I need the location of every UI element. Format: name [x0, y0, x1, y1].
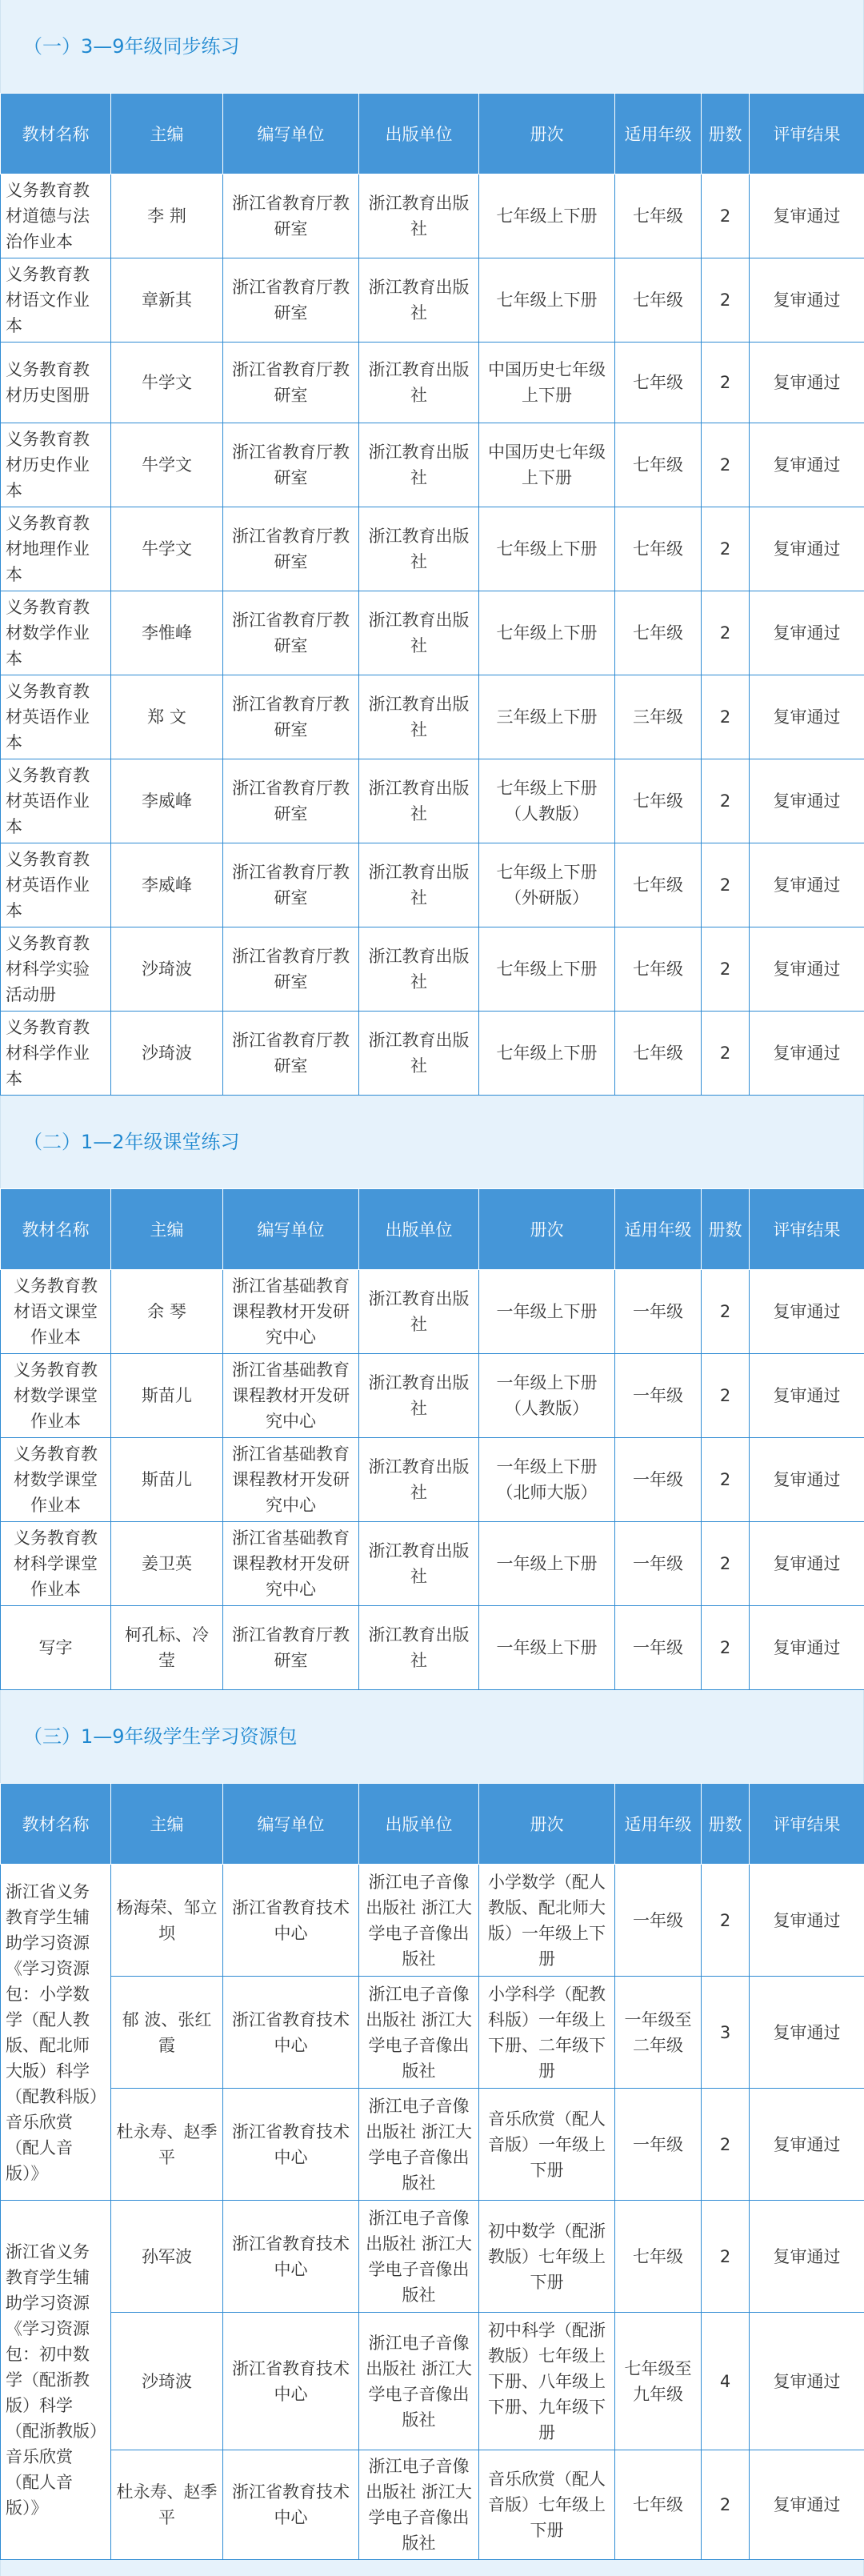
cell-name: 义务教育教材英语作业本	[1, 675, 111, 759]
cell-name: 义务教育教材科学课堂作业本	[1, 1522, 111, 1606]
cell-count: 2	[702, 843, 750, 927]
cell-grade: 七年级	[615, 423, 702, 507]
bottom-band	[0, 2560, 864, 2576]
cell-editor: 沙琦波	[111, 2313, 223, 2450]
cell-count: 2	[702, 927, 750, 1012]
cell-name: 义务教育教材数学课堂作业本	[1, 1438, 111, 1522]
cell-count: 2	[702, 1438, 750, 1522]
cell-volume: 三年级上下册	[479, 675, 615, 759]
cell-volume: 音乐欣赏（配人音版）一年级上下册	[479, 2089, 615, 2201]
cell-publisher: 浙江教育出版社	[359, 1438, 479, 1522]
table-row	[1, 1522, 864, 1606]
header-volume: 册次	[479, 94, 615, 174]
cell-volume: 一年级上下册	[479, 1606, 615, 1690]
cell-publisher: 浙江教育出版社	[359, 843, 479, 927]
cell-grade: 七年级	[615, 591, 702, 675]
cell-volume: 七年级上下册	[479, 258, 615, 343]
cell-volume: 七年级上下册（人教版）	[479, 759, 615, 843]
cell-publisher: 浙江教育出版社	[359, 1270, 479, 1354]
header-editor: 主编	[111, 1189, 223, 1270]
cell-result: 复审通过	[750, 1438, 864, 1522]
cell-count: 2	[702, 1606, 750, 1690]
cell-grade: 七年级	[615, 2201, 702, 2313]
header-publisher: 出版单位	[359, 1189, 479, 1270]
cell-unit: 浙江省教育厅教研室	[223, 258, 359, 343]
cell-result: 复审通过	[750, 507, 864, 591]
table-row	[1, 2089, 864, 2201]
cell-unit: 浙江省教育厅教研室	[223, 675, 359, 759]
cell-result: 复审通过	[750, 2201, 864, 2313]
cell-publisher: 浙江电子音像出版社 浙江大学电子音像出版社	[359, 2089, 479, 2201]
cell-publisher: 浙江教育出版社	[359, 1012, 479, 1096]
table-row	[1, 343, 864, 423]
cell-grade: 七年级至九年级	[615, 2313, 702, 2450]
cell-count: 2	[702, 258, 750, 343]
cell-unit: 浙江省教育技术中心	[223, 2450, 359, 2560]
cell-grade: 一年级至二年级	[615, 1977, 702, 2089]
cell-unit: 浙江省基础教育课程教材开发研究中心	[223, 1438, 359, 1522]
section-title-classroom: （二）1—2年级课堂练习	[0, 1096, 864, 1188]
table-row	[1, 507, 864, 591]
table-row	[1, 759, 864, 843]
header-unit: 编写单位	[223, 94, 359, 174]
cell-result: 复审通过	[750, 1012, 864, 1096]
header-publisher: 出版单位	[359, 94, 479, 174]
cell-publisher: 浙江教育出版社	[359, 1606, 479, 1690]
cell-editor: 郁 波、张红霞	[111, 1977, 223, 2089]
table-header-row	[1, 94, 864, 174]
cell-result: 复审通过	[750, 1354, 864, 1438]
cell-editor: 姜卫英	[111, 1522, 223, 1606]
cell-publisher: 浙江教育出版社	[359, 1522, 479, 1606]
cell-volume: 音乐欣赏（配人音版）七年级上下册	[479, 2450, 615, 2560]
header-editor: 主编	[111, 1784, 223, 1865]
cell-result: 复审通过	[750, 423, 864, 507]
cell-name: 义务教育教材数学作业本	[1, 591, 111, 675]
cell-unit: 浙江省教育技术中心	[223, 2089, 359, 2201]
table-header-row	[1, 1784, 864, 1865]
cell-editor: 杜永寿、赵季平	[111, 2450, 223, 2560]
cell-result: 复审通过	[750, 675, 864, 759]
header-result: 评审结果	[750, 1189, 864, 1270]
cell-unit: 浙江省教育技术中心	[223, 1865, 359, 1977]
cell-grade: 七年级	[615, 343, 702, 423]
cell-editor: 杜永寿、赵季平	[111, 2089, 223, 2201]
cell-unit: 浙江省教育技术中心	[223, 2201, 359, 2313]
cell-result: 复审通过	[750, 927, 864, 1012]
cell-result: 复审通过	[750, 759, 864, 843]
cell-grade: 七年级	[615, 174, 702, 258]
header-name: 教材名称	[1, 94, 111, 174]
cell-editor: 牛学文	[111, 343, 223, 423]
cell-count: 4	[702, 2313, 750, 2450]
cell-name: 义务教育教材道德与法治作业本	[1, 174, 111, 258]
cell-grade: 一年级	[615, 1865, 702, 1977]
cell-publisher: 浙江教育出版社	[359, 507, 479, 591]
table-row	[1, 1354, 864, 1438]
cell-volume: 一年级上下册	[479, 1522, 615, 1606]
sync-table	[0, 93, 864, 1096]
cell-result: 复审通过	[750, 174, 864, 258]
cell-volume: 中国历史七年级上下册	[479, 343, 615, 423]
cell-publisher: 浙江教育出版社	[359, 258, 479, 343]
cell-count: 2	[702, 2450, 750, 2560]
table-row	[1, 2313, 864, 2450]
header-count: 册数	[702, 94, 750, 174]
cell-editor: 柯孔标、冷 莹	[111, 1606, 223, 1690]
cell-grade: 七年级	[615, 2450, 702, 2560]
cell-publisher: 浙江教育出版社	[359, 759, 479, 843]
cell-count: 2	[702, 1354, 750, 1438]
cell-editor: 章新其	[111, 258, 223, 343]
cell-unit: 浙江省教育厅教研室	[223, 343, 359, 423]
cell-grade: 一年级	[615, 1270, 702, 1354]
cell-editor: 斯苗儿	[111, 1438, 223, 1522]
cell-result: 复审通过	[750, 343, 864, 423]
cell-result: 复审通过	[750, 1606, 864, 1690]
cell-unit: 浙江省教育厅教研室	[223, 1012, 359, 1096]
header-count: 册数	[702, 1189, 750, 1270]
cell-name: 义务教育教材数学课堂作业本	[1, 1354, 111, 1438]
cell-volume: 一年级上下册（北师大版）	[479, 1438, 615, 1522]
cell-volume: 初中数学（配浙教版）七年级上下册	[479, 2201, 615, 2313]
cell-editor: 沙琦波	[111, 927, 223, 1012]
cell-publisher: 浙江教育出版社	[359, 675, 479, 759]
table-row	[1, 1865, 864, 1977]
table-row	[1, 1270, 864, 1354]
cell-editor: 李惟峰	[111, 591, 223, 675]
cell-grade: 七年级	[615, 258, 702, 343]
cell-grade: 七年级	[615, 927, 702, 1012]
table-row	[1, 174, 864, 258]
header-result: 评审结果	[750, 1784, 864, 1865]
cell-unit: 浙江省教育厅教研室	[223, 1606, 359, 1690]
cell-publisher: 浙江教育出版社	[359, 927, 479, 1012]
cell-editor: 沙琦波	[111, 1012, 223, 1096]
header-volume: 册次	[479, 1189, 615, 1270]
cell-name: 义务教育教材语文作业本	[1, 258, 111, 343]
cell-name: 义务教育教材地理作业本	[1, 507, 111, 591]
cell-volume: 一年级上下册	[479, 1270, 615, 1354]
cell-unit: 浙江省基础教育课程教材开发研究中心	[223, 1354, 359, 1438]
cell-grade: 一年级	[615, 1606, 702, 1690]
cell-editor: 牛学文	[111, 423, 223, 507]
cell-grade: 七年级	[615, 507, 702, 591]
header-editor: 主编	[111, 94, 223, 174]
cell-count: 2	[702, 1522, 750, 1606]
cell-publisher: 浙江电子音像出版社 浙江大学电子音像出版社	[359, 1865, 479, 1977]
cell-editor: 李威峰	[111, 759, 223, 843]
cell-publisher: 浙江教育出版社	[359, 1354, 479, 1438]
table-header-row	[1, 1189, 864, 1270]
cell-name: 写字	[1, 1606, 111, 1690]
header-grade: 适用年级	[615, 1784, 702, 1865]
section-title-sync: （一）3—9年级同步练习	[0, 0, 864, 93]
header-publisher: 出版单位	[359, 1784, 479, 1865]
table-row	[1, 1977, 864, 2089]
cell-volume: 七年级上下册（外研版）	[479, 843, 615, 927]
section-title-resources: （三）1—9年级学生学习资源包	[0, 1690, 864, 1783]
cell-publisher: 浙江电子音像出版社 浙江大学电子音像出版社	[359, 1977, 479, 2089]
table-row	[1, 843, 864, 927]
table-row	[1, 927, 864, 1012]
header-name: 教材名称	[1, 1189, 111, 1270]
cell-grade: 三年级	[615, 675, 702, 759]
cell-result: 复审通过	[750, 1270, 864, 1354]
header-name: 教材名称	[1, 1784, 111, 1865]
header-unit: 编写单位	[223, 1784, 359, 1865]
table-row	[1, 2201, 864, 2313]
header-result: 评审结果	[750, 94, 864, 174]
cell-publisher: 浙江教育出版社	[359, 591, 479, 675]
cell-editor: 余 琴	[111, 1270, 223, 1354]
cell-name: 义务教育教材历史作业本	[1, 423, 111, 507]
cell-editor: 郑 文	[111, 675, 223, 759]
cell-volume: 小学科学（配教科版）一年级上下册、二年级下册	[479, 1977, 615, 2089]
cell-name: 义务教育教材科学实验活动册	[1, 927, 111, 1012]
header-grade: 适用年级	[615, 1189, 702, 1270]
table-row	[1, 258, 864, 343]
cell-result: 复审通过	[750, 843, 864, 927]
cell-editor: 斯苗儿	[111, 1354, 223, 1438]
cell-unit: 浙江省教育厅教研室	[223, 759, 359, 843]
cell-result: 复审通过	[750, 258, 864, 343]
cell-grade: 一年级	[615, 2089, 702, 2201]
cell-count: 2	[702, 2089, 750, 2201]
cell-unit: 浙江省教育厅教研室	[223, 927, 359, 1012]
cell-result: 复审通过	[750, 1522, 864, 1606]
cell-volume: 七年级上下册	[479, 591, 615, 675]
cell-grade: 七年级	[615, 759, 702, 843]
cell-volume: 一年级上下册（人教版）	[479, 1354, 615, 1438]
cell-publisher: 浙江电子音像出版社 浙江大学电子音像出版社	[359, 2201, 479, 2313]
cell-unit: 浙江省教育技术中心	[223, 2313, 359, 2450]
cell-result: 复审通过	[750, 1865, 864, 1977]
cell-editor: 孙军波	[111, 2201, 223, 2313]
cell-name: 义务教育教材历史图册	[1, 343, 111, 423]
cell-count: 3	[702, 1977, 750, 2089]
cell-editor: 杨海荣、邹立坝	[111, 1865, 223, 1977]
cell-publisher: 浙江电子音像出版社 浙江大学电子音像出版社	[359, 2313, 479, 2450]
cell-name: 义务教育教材英语作业本	[1, 843, 111, 927]
header-grade: 适用年级	[615, 94, 702, 174]
cell-name-group-primary: 浙江省义务教育学生辅助学习资源《学习资源包：小学数学（配人教版、配北师大版）科学（配教科版）音乐欣赏（配人音版）》	[1, 1865, 111, 2201]
header-unit: 编写单位	[223, 1189, 359, 1270]
table-row	[1, 1606, 864, 1690]
cell-count: 2	[702, 343, 750, 423]
cell-volume: 中国历史七年级上下册	[479, 423, 615, 507]
cell-count: 2	[702, 423, 750, 507]
cell-unit: 浙江省基础教育课程教材开发研究中心	[223, 1270, 359, 1354]
cell-unit: 浙江省教育厅教研室	[223, 591, 359, 675]
cell-volume: 七年级上下册	[479, 927, 615, 1012]
resources-table	[0, 1783, 864, 2560]
cell-unit: 浙江省教育技术中心	[223, 1977, 359, 2089]
cell-volume: 小学数学（配人教版、配北师大版）一年级上下册	[479, 1865, 615, 1977]
cell-result: 复审通过	[750, 1977, 864, 2089]
cell-count: 2	[702, 1270, 750, 1354]
cell-count: 2	[702, 675, 750, 759]
cell-grade: 一年级	[615, 1522, 702, 1606]
header-volume: 册次	[479, 1784, 615, 1865]
cell-unit: 浙江省教育厅教研室	[223, 174, 359, 258]
cell-count: 2	[702, 2201, 750, 2313]
table-row	[1, 1012, 864, 1096]
cell-editor: 李 荆	[111, 174, 223, 258]
cell-count: 2	[702, 591, 750, 675]
cell-grade: 七年级	[615, 1012, 702, 1096]
cell-result: 复审通过	[750, 591, 864, 675]
cell-publisher: 浙江教育出版社	[359, 343, 479, 423]
cell-name: 义务教育教材英语作业本	[1, 759, 111, 843]
cell-count: 2	[702, 507, 750, 591]
cell-name: 义务教育教材科学作业本	[1, 1012, 111, 1096]
cell-result: 复审通过	[750, 2450, 864, 2560]
cell-volume: 七年级上下册	[479, 507, 615, 591]
cell-count: 2	[702, 1865, 750, 1977]
table-row	[1, 2450, 864, 2560]
cell-publisher: 浙江教育出版社	[359, 423, 479, 507]
cell-editor: 李威峰	[111, 843, 223, 927]
cell-volume: 七年级上下册	[479, 1012, 615, 1096]
cell-name: 义务教育教材语文课堂作业本	[1, 1270, 111, 1354]
cell-grade: 七年级	[615, 843, 702, 927]
cell-count: 2	[702, 759, 750, 843]
cell-result: 复审通过	[750, 2313, 864, 2450]
cell-count: 2	[702, 174, 750, 258]
cell-grade: 一年级	[615, 1354, 702, 1438]
table-row	[1, 675, 864, 759]
cell-unit: 浙江省基础教育课程教材开发研究中心	[223, 1522, 359, 1606]
table-row	[1, 591, 864, 675]
table-row	[1, 423, 864, 507]
cell-volume: 初中科学（配浙教版）七年级上下册、八年级上下册、九年级下册	[479, 2313, 615, 2450]
cell-count: 2	[702, 1012, 750, 1096]
cell-volume: 七年级上下册	[479, 174, 615, 258]
cell-unit: 浙江省教育厅教研室	[223, 843, 359, 927]
cell-unit: 浙江省教育厅教研室	[223, 423, 359, 507]
cell-name-group-middle: 浙江省义务教育学生辅助学习资源《学习资源包：初中数学（配浙教版）科学（配浙教版）音乐欣赏（配人音版）》	[1, 2201, 111, 2560]
cell-grade: 一年级	[615, 1438, 702, 1522]
cell-publisher: 浙江教育出版社	[359, 174, 479, 258]
classroom-table	[0, 1188, 864, 1690]
cell-result: 复审通过	[750, 2089, 864, 2201]
cell-editor: 牛学文	[111, 507, 223, 591]
cell-publisher: 浙江电子音像出版社 浙江大学电子音像出版社	[359, 2450, 479, 2560]
cell-unit: 浙江省教育厅教研室	[223, 507, 359, 591]
header-count: 册数	[702, 1784, 750, 1865]
table-row	[1, 1438, 864, 1522]
